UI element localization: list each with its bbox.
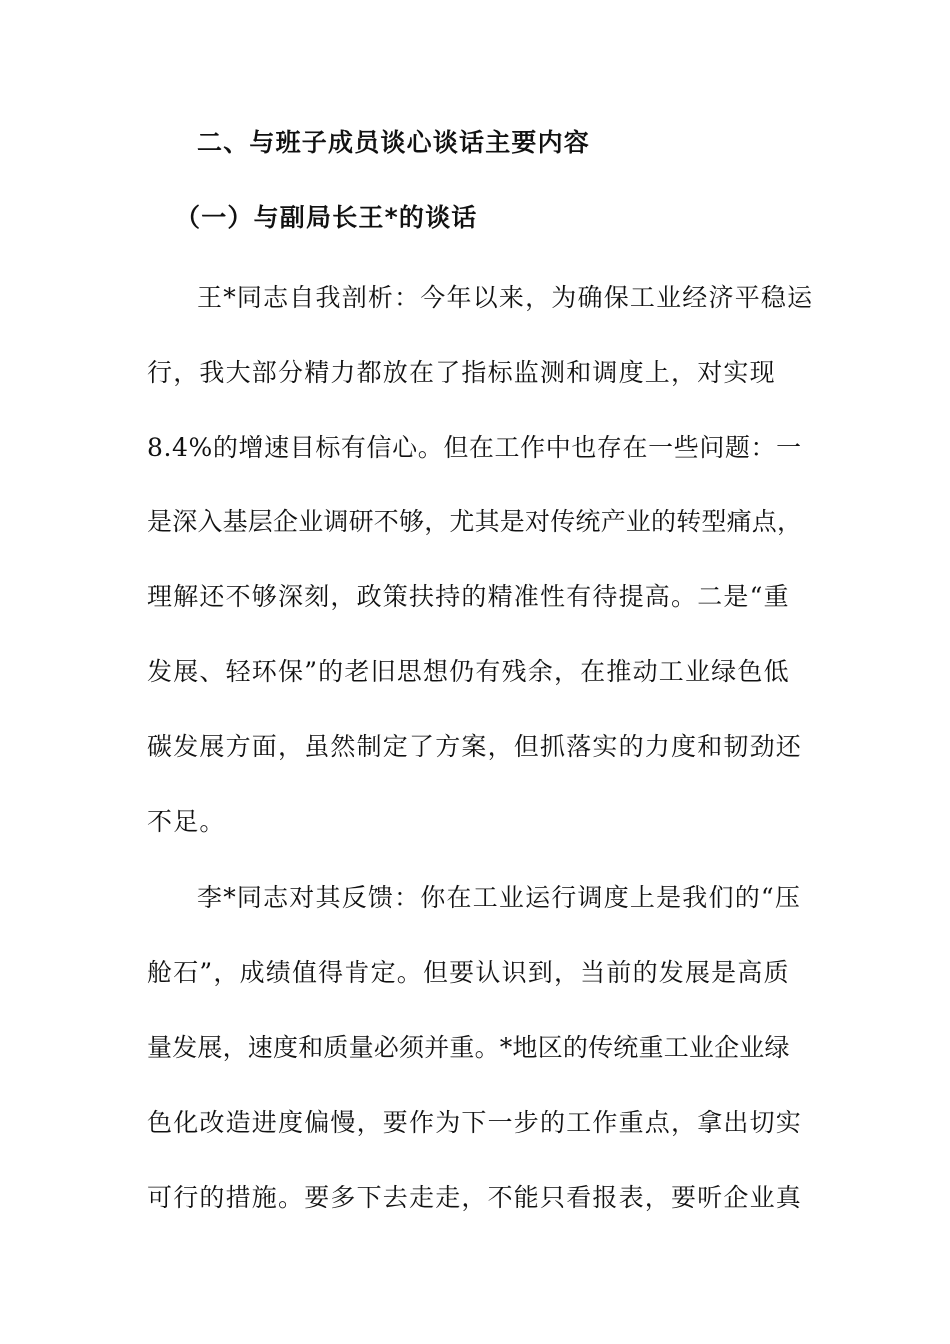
text-line: 行，我大部分精力都放在了指标监测和调度上，对实现 [147,358,776,387]
text-line: 不足。 [147,807,226,836]
text-line: 李*同志对其反馈：你在工业运行调度上是我们的“压 [197,883,802,912]
text-line: 量发展，速度和质量必须并重。*地区的传统重工业企业绿 [147,1033,790,1062]
section-heading: 二、与班子成员谈心谈话主要内容 [197,128,591,157]
text-line: 理解还不够深刻，政策扶持的精准性有待提高。二是“重 [147,582,790,611]
text-line: 王*同志自我剖析：今年以来，为确保工业经济平稳运 [197,283,814,312]
text-line: 碳发展方面，虽然制定了方案，但抓落实的力度和韧劲还 [147,732,803,761]
subsection-heading: （一）与副局长王*的谈话 [175,203,478,232]
text-line: 色化改造进度偏慢，要作为下一步的工作重点，拿出切实 [147,1108,803,1137]
text-line: 8.4%的增速目标有信心。但在工作中也存在一些问题：一 [147,433,802,462]
text-line: 舱石”，成绩值得肯定。但要认识到，当前的发展是高质 [147,958,790,987]
text-line: 是深入基层企业调研不够，尤其是对传统产业的转型痛点， [147,507,803,536]
text-line: 可行的措施。要多下去走走，不能只看报表，要听企业真 [147,1183,803,1212]
text-line: 发展、轻环保”的老旧思想仍有残余，在推动工业绿色低 [147,657,790,686]
